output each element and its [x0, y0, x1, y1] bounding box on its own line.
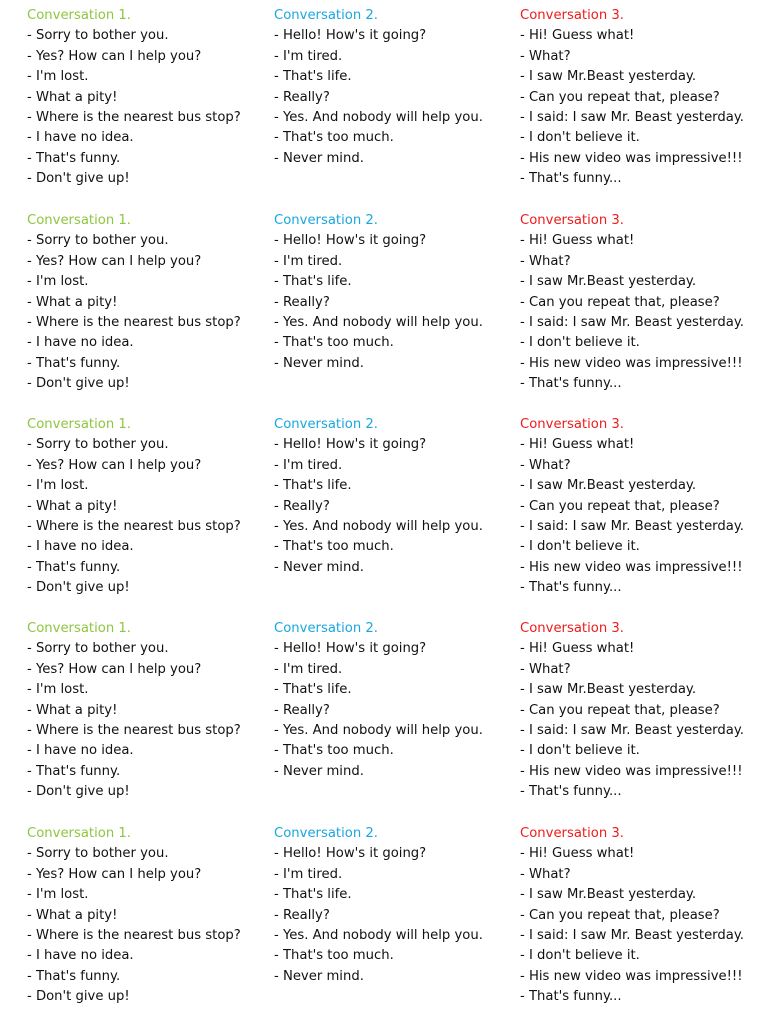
conversation-title: Conversation 3. — [520, 213, 624, 228]
dialogue-line: - That's too much. — [274, 130, 394, 146]
conversation-row — [0, 6, 768, 210]
conversation-title: Conversation 2. — [274, 8, 378, 23]
dialogue-line: - Don't give up! — [27, 580, 130, 596]
dialogue-line: - I said: I saw Mr. Beast yesterday. — [520, 109, 744, 125]
dialogue-line: - Never mind. — [274, 763, 364, 779]
dialogue-line: - Don't give up! — [27, 989, 130, 1005]
conversation-row — [0, 619, 768, 823]
dialogue-line: - What a pity! — [27, 907, 118, 923]
dialogue-line: - I have no idea. — [27, 948, 134, 964]
dialogue-line: - That's funny. — [27, 150, 121, 166]
dialogue-line: - That's too much. — [274, 948, 394, 964]
conversation-title: Conversation 1. — [27, 417, 131, 432]
conversation-title: Conversation 2. — [274, 417, 378, 432]
conversation-block-1 — [27, 415, 272, 599]
dialogue-line: - That's funny. — [27, 968, 121, 984]
dialogue-line: - His new video was impressive!!! — [520, 150, 743, 166]
dialogue-line: - Never mind. — [274, 150, 364, 166]
dialogue-line: - Don't give up! — [27, 784, 130, 800]
dialogue-line: - Yes? How can I help you? — [27, 253, 202, 269]
dialogue-line: - That's funny. — [27, 355, 121, 371]
dialogue-line: - What? — [520, 866, 571, 882]
dialogue-lines — [274, 844, 519, 987]
dialogue-line: - Hello! How's it going? — [274, 846, 427, 862]
dialogue-line: - Yes. And nobody will help you. — [274, 927, 483, 943]
dialogue-line: - I saw Mr.Beast yesterday. — [520, 682, 697, 698]
dialogue-line: - Hi! Guess what! — [520, 233, 635, 249]
dialogue-line: - Can you repeat that, please? — [520, 702, 720, 718]
conversation-title: Conversation 2. — [274, 621, 378, 636]
dialogue-line: - Yes. And nobody will help you. — [274, 109, 483, 125]
dialogue-lines — [520, 639, 765, 802]
dialogue-line: - Sorry to bother you. — [27, 437, 169, 453]
dialogue-line: - Where is the nearest bus stop? — [27, 722, 241, 738]
conversation-block-3 — [520, 211, 765, 395]
dialogue-line: - Hi! Guess what! — [520, 846, 635, 862]
dialogue-line: - Can you repeat that, please? — [520, 89, 720, 105]
dialogue-line: - Yes. And nobody will help you. — [274, 314, 483, 330]
dialogue-line: - That's funny... — [520, 989, 622, 1005]
dialogue-line: - I said: I saw Mr. Beast yesterday. — [520, 314, 744, 330]
dialogue-line: - I saw Mr.Beast yesterday. — [520, 478, 697, 494]
dialogue-line: - That's too much. — [274, 743, 394, 759]
dialogue-line: - Don't give up! — [27, 376, 130, 392]
dialogue-line: - That's funny. — [27, 559, 121, 575]
dialogue-line: - Really? — [274, 702, 330, 718]
dialogue-line: - What a pity! — [27, 498, 118, 514]
dialogue-line: - Can you repeat that, please? — [520, 294, 720, 310]
dialogue-lines — [520, 435, 765, 598]
dialogue-line: - His new video was impressive!!! — [520, 559, 743, 575]
conversation-block-2 — [274, 6, 519, 169]
dialogue-line: - Sorry to bother you. — [27, 233, 169, 249]
dialogue-line: - Can you repeat that, please? — [520, 907, 720, 923]
dialogue-line: - That's funny... — [520, 580, 622, 596]
conversation-title: Conversation 3. — [520, 8, 624, 23]
dialogue-line: - What? — [520, 253, 571, 269]
dialogue-lines — [27, 26, 272, 189]
dialogue-line: - Yes. And nobody will help you. — [274, 722, 483, 738]
dialogue-line: - Yes. And nobody will help you. — [274, 518, 483, 534]
dialogue-line: - I'm tired. — [274, 866, 343, 882]
dialogue-lines — [27, 639, 272, 802]
dialogue-line: - Hi! Guess what! — [520, 641, 635, 657]
conversation-block-3 — [520, 824, 765, 1008]
dialogue-line: - Yes? How can I help you? — [27, 866, 202, 882]
conversation-block-3 — [520, 619, 765, 803]
dialogue-line: - I have no idea. — [27, 335, 134, 351]
dialogue-line: - Sorry to bother you. — [27, 846, 169, 862]
conversation-title: Conversation 2. — [274, 826, 378, 841]
dialogue-line: - Hello! How's it going? — [274, 28, 427, 44]
conversation-row — [0, 824, 768, 1028]
conversation-title: Conversation 1. — [27, 213, 131, 228]
dialogue-line: - Hi! Guess what! — [520, 437, 635, 453]
dialogue-line: - That's funny... — [520, 784, 622, 800]
dialogue-line: - I have no idea. — [27, 743, 134, 759]
dialogue-line: - Where is the nearest bus stop? — [27, 927, 241, 943]
conversation-block-1 — [27, 824, 272, 1008]
dialogue-line: - Really? — [274, 294, 330, 310]
dialogue-line: - His new video was impressive!!! — [520, 763, 743, 779]
conversation-title: Conversation 2. — [274, 213, 378, 228]
dialogue-line: - Never mind. — [274, 559, 364, 575]
dialogue-line: - I saw Mr.Beast yesterday. — [520, 887, 697, 903]
dialogue-lines — [27, 231, 272, 394]
dialogue-line: - I have no idea. — [27, 130, 134, 146]
dialogue-line: - I'm lost. — [27, 69, 89, 85]
dialogue-lines — [274, 435, 519, 578]
dialogue-line: - Hello! How's it going? — [274, 641, 427, 657]
dialogue-line: - I'm tired. — [274, 253, 343, 269]
conversation-block-3 — [520, 6, 765, 190]
dialogue-line: - Never mind. — [274, 968, 364, 984]
dialogue-line: - His new video was impressive!!! — [520, 968, 743, 984]
conversation-title: Conversation 1. — [27, 621, 131, 636]
conversation-block-1 — [27, 619, 272, 803]
dialogue-lines — [27, 844, 272, 1007]
dialogue-line: - I saw Mr.Beast yesterday. — [520, 274, 697, 290]
dialogue-line: - I'm lost. — [27, 478, 89, 494]
dialogue-line: - What a pity! — [27, 89, 118, 105]
dialogue-line: - I'm lost. — [27, 274, 89, 290]
dialogue-line: - That's life. — [274, 887, 352, 903]
conversation-block-3 — [520, 415, 765, 599]
dialogue-line: - Where is the nearest bus stop? — [27, 109, 241, 125]
dialogue-line: - I don't believe it. — [520, 539, 640, 555]
dialogue-lines — [274, 231, 519, 374]
dialogue-line: - That's life. — [274, 69, 352, 85]
conversation-title: Conversation 1. — [27, 8, 131, 23]
conversation-block-1 — [27, 6, 272, 190]
conversation-row — [0, 415, 768, 619]
dialogue-line: - I'm lost. — [27, 887, 89, 903]
dialogue-line: - I'm tired. — [274, 48, 343, 64]
dialogue-line: - I don't believe it. — [520, 335, 640, 351]
dialogue-line: - I don't believe it. — [520, 743, 640, 759]
dialogue-line: - I don't believe it. — [520, 130, 640, 146]
dialogue-line: - I'm tired. — [274, 457, 343, 473]
dialogue-line: - Where is the nearest bus stop? — [27, 518, 241, 534]
conversation-block-2 — [274, 824, 519, 987]
dialogue-line: - Sorry to bother you. — [27, 28, 169, 44]
conversation-row — [0, 211, 768, 415]
conversation-block-2 — [274, 415, 519, 578]
dialogue-line: - That's funny... — [520, 376, 622, 392]
dialogue-lines — [274, 26, 519, 169]
dialogue-line: - What? — [520, 457, 571, 473]
dialogue-line: - Hello! How's it going? — [274, 437, 427, 453]
dialogue-line: - That's funny. — [27, 763, 121, 779]
conversation-block-2 — [274, 619, 519, 782]
dialogue-line: - I have no idea. — [27, 539, 134, 555]
conversation-title: Conversation 3. — [520, 621, 624, 636]
dialogue-line: - That's life. — [274, 274, 352, 290]
dialogue-line: - Yes? How can I help you? — [27, 457, 202, 473]
dialogue-line: - Really? — [274, 89, 330, 105]
dialogue-line: - What a pity! — [27, 294, 118, 310]
dialogue-line: - I saw Mr.Beast yesterday. — [520, 69, 697, 85]
dialogue-line: - Yes? How can I help you? — [27, 48, 202, 64]
dialogue-line: - Really? — [274, 907, 330, 923]
dialogue-line: - Where is the nearest bus stop? — [27, 314, 241, 330]
dialogue-line: - Can you repeat that, please? — [520, 498, 720, 514]
dialogue-line: - His new video was impressive!!! — [520, 355, 743, 371]
dialogue-line: - What? — [520, 48, 571, 64]
dialogue-line: - I said: I saw Mr. Beast yesterday. — [520, 722, 744, 738]
dialogue-lines — [520, 844, 765, 1007]
dialogue-lines — [27, 435, 272, 598]
conversation-block-1 — [27, 211, 272, 395]
conversation-block-2 — [274, 211, 519, 374]
dialogue-lines — [520, 231, 765, 394]
dialogue-line: - I'm tired. — [274, 661, 343, 677]
dialogue-line: - What a pity! — [27, 702, 118, 718]
dialogue-line: - What? — [520, 661, 571, 677]
dialogue-line: - Don't give up! — [27, 171, 130, 187]
dialogue-line: - I said: I saw Mr. Beast yesterday. — [520, 927, 744, 943]
dialogue-line: - That's funny... — [520, 171, 622, 187]
dialogue-line: - That's life. — [274, 478, 352, 494]
dialogue-line: - I'm lost. — [27, 682, 89, 698]
dialogue-line: - Hi! Guess what! — [520, 28, 635, 44]
conversation-title: Conversation 3. — [520, 826, 624, 841]
dialogue-line: - Yes? How can I help you? — [27, 661, 202, 677]
dialogue-line: - Sorry to bother you. — [27, 641, 169, 657]
dialogue-line: - I said: I saw Mr. Beast yesterday. — [520, 518, 744, 534]
dialogue-line: - That's life. — [274, 682, 352, 698]
dialogue-line: - I don't believe it. — [520, 948, 640, 964]
conversation-title: Conversation 1. — [27, 826, 131, 841]
dialogue-lines — [520, 26, 765, 189]
dialogue-line: - That's too much. — [274, 335, 394, 351]
dialogue-line: - Really? — [274, 498, 330, 514]
dialogue-line: - Never mind. — [274, 355, 364, 371]
dialogue-line: - That's too much. — [274, 539, 394, 555]
dialogue-line: - Hello! How's it going? — [274, 233, 427, 249]
conversation-title: Conversation 3. — [520, 417, 624, 432]
dialogue-lines — [274, 639, 519, 782]
